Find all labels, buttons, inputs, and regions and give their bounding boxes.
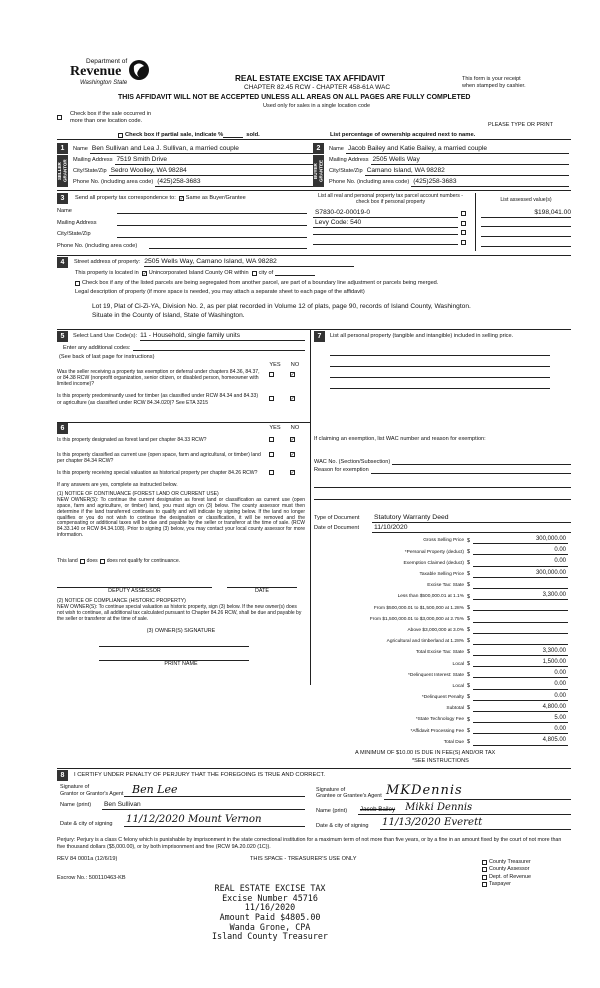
parcel-personal-checkbox-1[interactable] (461, 211, 466, 216)
dor-logo-line1: Department of (86, 58, 128, 65)
correspondence-header: 3 Send all property tax correspondence to: ✓ Same as Buyer/Grantee (57, 193, 307, 204)
levy-code[interactable]: Levy Code: 540 (313, 219, 458, 228)
tax-row-label: Less than $500,000.01 at 1.1% (397, 594, 464, 600)
document-date-row: Date of Document 11/10/2020 (314, 524, 571, 533)
dor-swoosh-icon (126, 58, 152, 82)
section-7-badge: 7 (314, 331, 325, 342)
city-of-field[interactable] (275, 270, 315, 276)
personal-property-line-1[interactable] (330, 350, 550, 356)
seller-section (57, 141, 315, 187)
stamp-line-4: Amount Paid $4805.00 (219, 911, 321, 922)
tax-row-label: Total Due (443, 739, 464, 745)
q-historic-yes[interactable] (269, 470, 274, 475)
stamp-line-2: Excise Number 45716 (222, 892, 318, 903)
correspondence-phone[interactable] (149, 243, 307, 249)
seller-city[interactable]: Sedro Woolley, WA 98284 (109, 167, 313, 176)
grantee-signature[interactable]: MKDennis (384, 783, 571, 800)
land-use-section (57, 331, 305, 406)
tax-row (314, 589, 568, 600)
grantor-print-name[interactable]: Ben Sullivan (102, 801, 305, 810)
tax-row (314, 690, 568, 701)
unincorporated-checkbox[interactable]: ✓ (142, 270, 147, 277)
tax-row-label: Gross Selling Price (423, 538, 464, 544)
tax-row-dollar: $ (467, 738, 471, 745)
land-use-row: 5 Select Land Use Code(s): 11 - Household, single family units (57, 331, 305, 342)
dor-logo-line3: Washington State (80, 80, 128, 86)
multi-location-label-1: Check box if the sale occurred in (70, 111, 152, 117)
top-rule (57, 139, 571, 140)
ownership-percentage-label: List percentage of ownership acquired next to name. (330, 132, 476, 138)
multi-location-checkbox[interactable] (57, 115, 62, 120)
form-warning: THIS AFFIDAVIT WILL NOT BE ACCEPTED UNLESS ALL AREAS ON ALL PAGES ARE FULLY COMPLETED (118, 94, 471, 101)
treasurer-space-label: THIS SPACE - TREASURER'S USE ONLY (250, 856, 357, 862)
tax-row-dollar: $ (467, 604, 471, 611)
tax-row-value[interactable] (473, 622, 568, 623)
tax-row-value[interactable]: 3,300.00 (473, 592, 568, 600)
reason-row: Reason for exemption (314, 467, 571, 474)
partial-sale-sold: sold. (246, 132, 260, 138)
property-section (57, 257, 571, 320)
tax-row-dollar: $ (467, 559, 471, 566)
personal-property-line-3[interactable] (330, 372, 550, 378)
seller-phone-row: Phone No. (including area code) (425)258-3683 (73, 178, 313, 187)
document-section (314, 514, 571, 533)
rule-after-property (57, 329, 571, 330)
personal-property-label: List all personal property (tangible and intangible) included in selling price. (330, 333, 514, 340)
tax-row (314, 701, 568, 712)
grantee-date-row: Date & city of signing 11/13/2020 Everett (316, 817, 571, 830)
tax-row-label: From $500,000.01 to $1,500,000 at 1.28% (373, 605, 464, 611)
copy-county-treasurer-checkbox[interactable] (482, 860, 487, 865)
legal-description-1[interactable]: Lot 19, Plat of Ci-Zi-YA, Division No. 2, as per plat recorded in Volume 12 of plats, page 90, records of Island County, Washington. (92, 303, 471, 311)
tax-row-label: *Delinquent Penalty (421, 695, 464, 701)
section-8-badge: 8 (57, 770, 68, 781)
section-6-badge: 6 (57, 423, 68, 434)
column-divider (310, 329, 311, 685)
segregated-row: Check box if any of the listed parcels are being segregated from another parcel, are part of a boundary line adjustment or parcels being merged. (57, 280, 571, 287)
correspondence-address[interactable] (117, 220, 307, 226)
q-timber-no[interactable]: ✓ (290, 396, 295, 403)
assessed-value-4[interactable] (481, 239, 571, 247)
tax-row-label: Exemption Claimed (deduct) (403, 560, 464, 566)
land-use-code[interactable]: 11 - Household, single family units (140, 332, 305, 341)
grantee-print-name[interactable]: Mikki Dennis (405, 801, 473, 813)
tax-row (314, 678, 568, 689)
grantee-date-city[interactable]: 11/13/2020 Everett (380, 817, 571, 830)
assessed-value-2[interactable] (481, 219, 571, 227)
tax-row-dollar: $ (467, 716, 471, 723)
tax-row-dollar: $ (467, 683, 471, 690)
yes-header-5: YES (269, 362, 281, 369)
owner-signature-line[interactable] (99, 641, 249, 647)
personal-property-line-4[interactable] (330, 383, 550, 389)
tax-row (314, 623, 568, 634)
tax-row (314, 723, 568, 734)
copy-distribution: County Treasurer County Assessor Dept. of Revenue Taxpayer (482, 859, 531, 888)
tax-row (314, 611, 568, 622)
parcel-personal-checkbox-2[interactable] (461, 221, 466, 226)
buyer-city-row: City/State/Zip Camano Island, WA 98282 (329, 167, 569, 176)
q-forest-yes[interactable] (269, 437, 274, 442)
tax-row (314, 567, 568, 578)
tax-row-dollar: $ (467, 660, 471, 667)
tax-calculation (314, 533, 568, 746)
tax-row-label: Agricultural and timberland at 1.28% (386, 639, 464, 645)
q-exemption-row: Was the seller receiving a property tax exemption or deferral under chapters 84.36, 84.37, or 84.38 RCW (nonprofit organization, senior citizen, or disabled person, homeowner with limited income)? ✓ (57, 369, 295, 388)
tax-row-value[interactable]: 300,000.00 (473, 536, 568, 544)
exemption-section (314, 436, 571, 500)
notice-compliance-title: (2) NOTICE OF COMPLIANCE (HISTORIC PROPERTY) (57, 597, 186, 604)
q-historic-no[interactable]: ✓ (290, 469, 295, 476)
location-row: This property is located in ✓ Unincorporated Island County OR within city of (57, 270, 571, 277)
tax-row-dollar: $ (467, 649, 471, 656)
tax-row-label: Excise Tax: State (427, 583, 464, 589)
q-exemption-no[interactable]: ✓ (290, 372, 295, 379)
buyer-section (313, 141, 571, 187)
section-5-badge: 5 (57, 331, 68, 342)
q-forest-no[interactable]: ✓ (290, 437, 295, 444)
seller-address[interactable]: 7519 Smith Drive (115, 156, 314, 165)
tax-row-value[interactable] (473, 644, 568, 645)
assessor-date-label: DATE (255, 588, 269, 595)
legal-description-2[interactable]: Situate in the County of Island, State of Washington. (92, 312, 245, 320)
grantee-print-name-struck: Jacob Bailey (360, 806, 396, 814)
tax-row-label: *Affidavit Processing Fee (410, 728, 464, 734)
exemption-label: If claiming an exemption, list WAC number and reason for exemption: (314, 436, 486, 442)
buyer-city[interactable]: Camano Island, WA 98282 (365, 167, 569, 176)
buyer-name[interactable]: Jacob Bailey and Katie Bailey, a married couple (346, 145, 569, 154)
assessed-header: List assessed value(s) (500, 197, 552, 203)
exemption-reason[interactable] (371, 468, 571, 474)
tax-row-label: Total Excise Tax: State (415, 650, 464, 656)
additional-codes-row: Enter any additional codes: (57, 345, 305, 352)
tax-row (314, 645, 568, 656)
correspondence-section (57, 193, 307, 250)
rule-after-parties (57, 190, 571, 191)
yes-header-6: YES (269, 425, 281, 432)
correspondence-city[interactable] (117, 232, 307, 238)
qualify-does-not-checkbox[interactable] (100, 559, 105, 564)
tax-row-dollar: $ (467, 638, 471, 645)
tax-row-dollar: $ (467, 593, 471, 600)
tax-row-value[interactable]: 3,300.00 (473, 648, 568, 656)
tax-row-value[interactable]: 0.00 (473, 726, 568, 734)
section-3-badge: 3 (57, 193, 68, 204)
document-type[interactable]: Statutory Warranty Deed (372, 514, 571, 523)
buyer-address-row: Mailing Address 2505 Wells Way (329, 156, 569, 165)
single-location-note: Used only for sales in a single location code (263, 103, 371, 109)
grantor-signature[interactable]: Ben Lee (124, 783, 305, 797)
minimum-fee-note: A MINIMUM OF $10.00 IS DUE IN FEE(S) AND/OR TAX (355, 750, 496, 756)
wac-number[interactable] (392, 459, 571, 465)
q-current-use-row: Is this property classified as current use (open space, farm and agricultural, or timber) land per chapter 84.34 RCW? ✓ (57, 451, 295, 464)
document-date[interactable]: 11/10/2020 (372, 524, 571, 533)
if-yes-note: If any answers are yes, complete as instructed below. (57, 481, 178, 488)
buyer-phone-row: Phone No. (including area code) (425)258-3683 (329, 178, 569, 187)
tax-row-value[interactable]: 4,805.00 (473, 737, 568, 745)
same-as-buyer-label: Same as Buyer/Grantee (185, 195, 246, 202)
receipt-note-1: This form is your receipt (462, 76, 521, 82)
tax-row-dollar: $ (467, 671, 471, 678)
seller-grantor-tag: SELLER GRANTOR (57, 155, 68, 187)
tax-row-dollar: $ (467, 627, 471, 634)
grantor-signature-block: Signature of Grantor or Grantor's Agent Ben Lee Name (print) Ben Sullivan Date & city of signing 11/12/2020 Mount Vernon (60, 783, 305, 827)
assessed-value-3[interactable] (481, 229, 571, 237)
tax-row-value[interactable]: 0.00 (473, 547, 568, 555)
personal-property-section (314, 331, 571, 389)
buyer-phone[interactable]: (425)258-3683 (411, 178, 569, 187)
section-2-badge: 2 (313, 143, 324, 154)
owner-print-name-label: PRINT NAME (164, 660, 198, 667)
partial-sale-percent[interactable] (223, 132, 243, 138)
q-timber-row: Is this property predominantly used for timber (as classified under RCW 84.34 and 84.33) or agriculture (as classified under RCW 84.34.020)? See ETA 3215 ✓ (57, 393, 295, 406)
buyer-name-row: Name Jacob Bailey and Katie Bailey, a married couple (329, 145, 569, 154)
section-1-badge: 1 (57, 143, 68, 154)
tax-row-dollar: $ (467, 694, 471, 701)
qualify-does-checkbox[interactable] (80, 559, 85, 564)
tax-row (314, 533, 568, 544)
notice-compliance-body: NEW OWNER(S): To continue special valuation as historic property, sign (3) below. If the new owner(s) does not wish to continue, all additional tax calculated pursuant to Chapter 84.26 RCW, shall be due and payable by the seller or transferor at the time of sale. (57, 603, 302, 622)
tax-row-label: Local (452, 683, 464, 689)
q-current-use-no[interactable]: ✓ (290, 451, 295, 458)
correspondence-city-row: City/State/Zip (57, 231, 307, 238)
tax-row-label: Taxable Selling Price (419, 572, 464, 577)
legal-description-label: Legal description of property (if more space is needed, you may attach a separate sheet to each page of the affidavit) (75, 289, 365, 296)
correspondence-name[interactable] (117, 208, 307, 214)
exemption-reason-line-2[interactable] (314, 482, 571, 488)
seller-name[interactable]: Ben Sullivan and Lea J. Sullivan, a married couple (90, 145, 313, 154)
escrow-number: Escrow No.: 500110463-KB (57, 875, 126, 881)
rule-before-perjury (57, 768, 571, 769)
correspondence-phone-row: Phone No. (including area code) (57, 243, 307, 250)
tax-row-value[interactable]: 0.00 (473, 693, 568, 701)
tax-row-dollar: $ (467, 705, 471, 712)
copy-taxpayer-checkbox[interactable] (482, 882, 487, 887)
document-type-row: Type of Document Statutory Warranty Deed (314, 514, 571, 523)
tax-row-dollar: $ (467, 548, 471, 555)
grantee-signature-block: Signature of Grantee or Grantee's Agent MKDennis Name (print) Jacob Bailey Mikki Dennis Date & city of signing 11/13/2020 Everett (316, 783, 571, 830)
buyer-address[interactable]: 2505 Wells Way (371, 156, 570, 165)
no-header-5: NO (290, 362, 300, 369)
form-revision: REV 84 0001a (12/6/19) (57, 856, 118, 862)
grantor-date-row: Date & city of signing 11/12/2020 Mount Vernon (60, 814, 305, 827)
perjury-penalty-note: Perjury: Perjury is a class C felony which is punishable by imprisonment in the state correctional institution for a maximum term of not more than five years, or by a fine in an amount fixed by the court of not more than five thousand dollars ($5,000.00), or by both imprisonment and fine (RCW 9A.20.020 (1C)). (57, 837, 562, 850)
tax-row (314, 656, 568, 667)
seller-city-row: City/State/Zip Sedro Woolley, WA 98284 (73, 167, 313, 176)
seller-name-row: Name Ben Sullivan and Lea J. Sullivan, a married couple (73, 145, 313, 154)
correspondence-address-row: Mailing Address (57, 220, 307, 227)
q-current-use-yes[interactable] (269, 452, 274, 457)
tax-row-dollar: $ (467, 571, 471, 578)
tax-row-value[interactable]: 0.00 (473, 558, 568, 566)
copy-dept-revenue-checkbox[interactable] (482, 875, 487, 880)
treasurer-receipt-stamp (190, 884, 350, 942)
notice-continuance-body: NEW OWNER(S): To continue the current designation as forest land or classification as current use (open space, farm and agriculture, or timber) land, you must sign on (3) below. The county assessor must then determine if the land transferred continues to qualify and will indicate by signing below. If the land no longer qualifies or you do not wish to continue the designation or classification, it will be removed and the compensating or additional taxes will be due and payable by the seller or transferor at the time of sale. (RCW 84.33.140 or RCW 84.34.108). Prior to signing (3) below, you may contact your local county assessor for more information. (57, 496, 305, 539)
multi-location-checkbox-row[interactable] (57, 111, 151, 124)
tax-row-label: Above $3,000,000 at 3.0% (407, 627, 464, 633)
tax-row-label: Local (452, 661, 464, 667)
parcel-number-3[interactable] (313, 229, 458, 235)
street-address[interactable]: 2505 Wells Way, Camano Island, WA 98282 (144, 258, 354, 267)
grantee-name-row: Name (print) Jacob Bailey Mikki Dennis (316, 802, 571, 815)
exemption-reason-line-3[interactable] (314, 494, 571, 500)
grantor-date-city[interactable]: 11/12/2020 Mount Vernon (124, 814, 305, 827)
tax-row-value[interactable]: 300,000.00 (473, 570, 568, 578)
qualify-row: This land does does not qualify for continuance. (57, 558, 181, 565)
tax-row-label: *State Technology Fee (415, 717, 464, 723)
buyer-grantee-tag: BUYER GRANTEE (313, 155, 324, 187)
type-or-print: PLEASE TYPE OR PRINT (488, 122, 554, 128)
parcel-table (313, 193, 571, 251)
assessed-value[interactable]: $198,041.00 (481, 209, 571, 218)
tax-row-dollar: $ (467, 582, 471, 589)
form-chapter: CHAPTER 82.45 RCW - CHAPTER 458-61A WAC (244, 84, 391, 91)
parcel-personal-checkbox-4[interactable] (461, 240, 466, 245)
rule-after-correspondence (57, 255, 571, 256)
city-checkbox[interactable] (252, 271, 257, 276)
tax-row (314, 600, 568, 611)
tax-row-dollar: $ (467, 537, 471, 544)
tax-row (314, 712, 568, 723)
partial-sale-checkbox[interactable] (118, 133, 123, 138)
no-header-6: NO (290, 425, 300, 432)
partial-sale-label: Check box if partial sale, indicate % (125, 132, 224, 138)
tax-row-value[interactable]: 4,800.00 (473, 704, 568, 712)
q-historic-row: Is this property receiving special valuation as historical property per chapter 84.26 RCW? ✓ (57, 469, 295, 476)
segregated-checkbox[interactable] (75, 281, 80, 286)
tax-row-value[interactable]: 0.00 (473, 670, 568, 678)
grantor-name-row: Name (print) Ben Sullivan (60, 801, 305, 810)
tax-row-value[interactable] (473, 588, 568, 589)
copy-county-assessor-checkbox[interactable] (482, 867, 487, 872)
certify-row (57, 770, 325, 781)
tax-row-value[interactable] (473, 610, 568, 611)
tax-row-dollar: $ (467, 615, 471, 622)
stamp-line-6: Island County Treasurer (212, 931, 328, 942)
parcel-personal-checkbox-3[interactable] (461, 230, 466, 235)
street-address-row: 4 Street address of property: 2505 Wells Way, Camano Island, WA 98282 (57, 257, 571, 268)
receipt-note-2: when stamped by cashier. (462, 83, 526, 89)
tax-row (314, 734, 568, 745)
correspondence-name-row: Name (57, 208, 307, 215)
tax-row-label: From $1,500,000.01 to $3,000,000 at 2.75% (369, 616, 464, 622)
stamp-line-1: REAL ESTATE EXCISE TAX (214, 883, 326, 893)
seller-phone[interactable]: (425)258-3683 (155, 178, 313, 187)
deputy-assessor-label: DEPUTY ASSESSOR (108, 588, 161, 595)
tax-row (314, 544, 568, 555)
parcel-number-4[interactable] (313, 239, 458, 245)
parcel-table-header: List all real and personal property tax parcel account numbers - check box if personal property (317, 193, 464, 206)
q-timber-yes[interactable] (269, 396, 274, 401)
partial-sale-row (118, 132, 260, 139)
forest-section (57, 423, 305, 667)
certify-statement: I CERTIFY UNDER PENALTY OF PERJURY THAT THE FOREGOING IS TRUE AND CORRECT. (74, 772, 326, 779)
section-4-badge: 4 (57, 257, 68, 268)
owner-signature-label: (3) OWNER(S) SIGNATURE (146, 628, 216, 635)
q-forest-row: Is this property designated as forest land per chapter 84.33 RCW? ✓ (57, 437, 295, 444)
tax-row (314, 555, 568, 566)
seller-address-row: Mailing Address 7519 Smith Drive (73, 156, 313, 165)
see-instructions: *SEE INSTRUCTIONS (412, 758, 469, 764)
tax-row (314, 578, 568, 589)
tax-row-value[interactable]: 1,500.00 (473, 659, 568, 667)
parcel-number[interactable]: S7830-02-00019-0 (313, 209, 458, 218)
tax-row (314, 667, 568, 678)
tax-row-dollar: $ (467, 727, 471, 734)
additional-codes[interactable] (133, 345, 305, 351)
multi-location-label-2: more than one location code. (70, 117, 143, 124)
tax-row-value[interactable]: 0.00 (473, 681, 568, 689)
tax-row-value[interactable] (473, 633, 568, 634)
tax-row-label: *Delinquent Interest: State (408, 672, 464, 678)
stamp-line-3: 11/16/2020 (244, 902, 296, 913)
tax-row-label: *Personal Property (deduct) (404, 549, 464, 555)
dor-logo-line2: Revenue (70, 64, 122, 79)
wac-row: WAC No. (Section/Subsection) (314, 459, 571, 466)
personal-property-line-2[interactable] (330, 361, 550, 367)
notice-continuance-title: (1) NOTICE OF CONTINUANCE (FOREST LAND OR CURRENT USE) (57, 490, 219, 497)
tax-row (314, 634, 568, 645)
stamp-line-5: Wanda Grone, CPA (229, 921, 311, 932)
form-title: REAL ESTATE EXCISE TAX AFFIDAVIT (235, 74, 385, 83)
same-as-buyer-checkbox[interactable]: ✓ (179, 196, 184, 202)
tax-row-label: Subtotal (446, 706, 464, 712)
see-back: (See back of last page for instructions) (59, 353, 155, 360)
q-exemption-yes[interactable] (269, 372, 274, 377)
dor-logo (70, 58, 160, 94)
tax-row-value[interactable]: 5.00 (473, 715, 568, 723)
